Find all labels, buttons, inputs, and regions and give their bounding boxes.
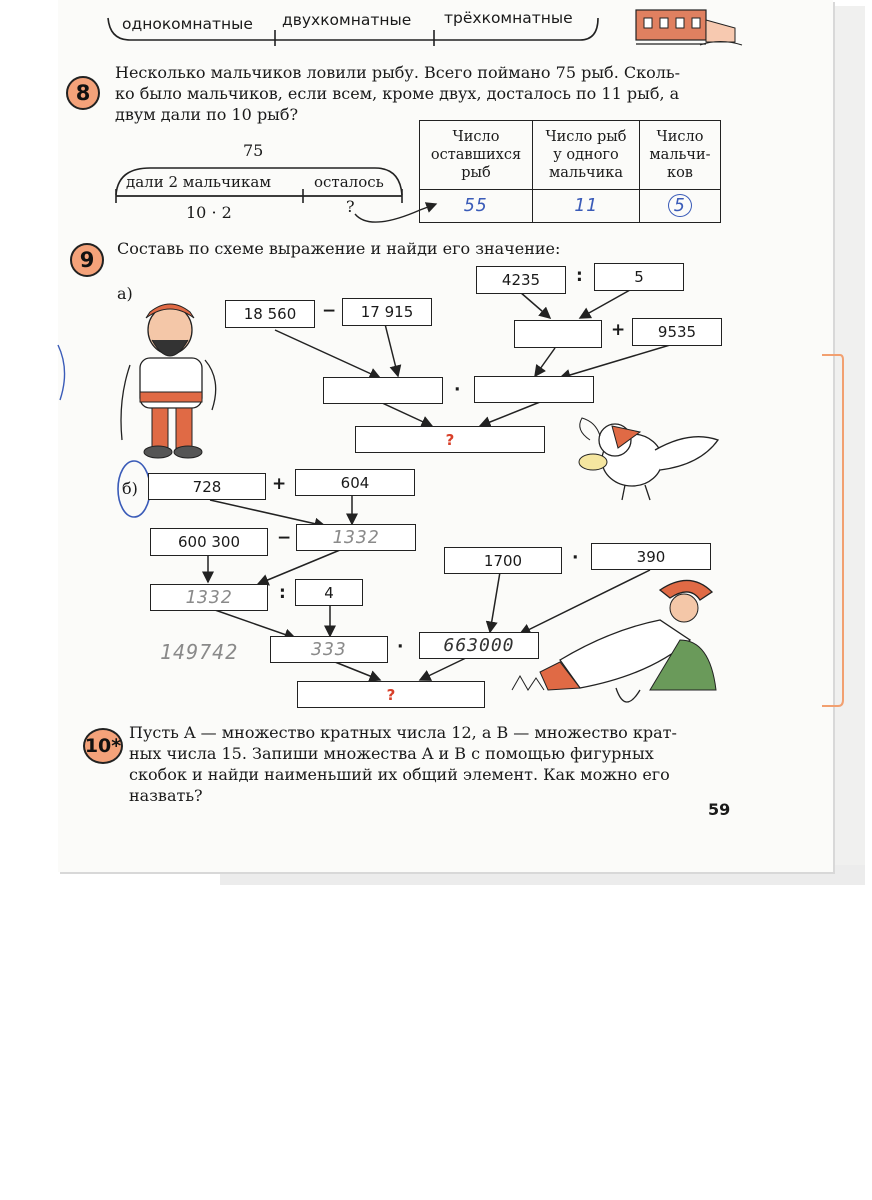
task-10-number: 10* [83, 728, 123, 764]
a-number-9535: 9535 [632, 318, 722, 346]
b-number-1700: 1700 [444, 547, 562, 574]
task-10-line: скобок и найди наименьший их общий элемент. Как можно его [129, 765, 670, 784]
a-empty-box-quotient [514, 320, 602, 348]
b-op-minus: − [277, 528, 292, 548]
task-8-line: двум дали по 10 рыб? [115, 105, 299, 124]
b-quotient-box [270, 636, 388, 663]
a-op-minus: − [322, 301, 337, 321]
header-line: у одного [553, 147, 619, 163]
a-empty-box-difference [323, 377, 443, 404]
b-op-divide: : [279, 583, 286, 603]
b-handwritten-sum: 1332 [332, 527, 380, 548]
header-line: рыб [461, 165, 491, 181]
b-op-plus: + [272, 474, 287, 494]
header-line: Число рыб [545, 129, 627, 145]
a-empty-box-sum [474, 376, 594, 403]
scheme-part2-value: ? [346, 197, 355, 216]
header-line: оставшихся [430, 147, 522, 163]
a-op-multiply: · [454, 380, 461, 400]
scheme-part1-value: 10 · 2 [186, 203, 232, 222]
b-handwritten-quotient: 333 [311, 639, 347, 660]
a-number-18560: 18 560 [225, 300, 315, 328]
fish-table-value-cell [640, 190, 721, 223]
a-result-qmark: ? [445, 430, 455, 449]
parrot-illustration [579, 418, 718, 500]
header-line: Число [452, 129, 500, 145]
handwritten-answer: 11 [574, 194, 598, 216]
fish-table-value-cell [420, 190, 533, 223]
task-8-line: ко было мальчиков, если всем, кроме двух, досталось по 11 рыб, а [115, 84, 680, 103]
header-line: мальчи- [649, 147, 711, 163]
pen-stroke-margin [58, 345, 65, 400]
scheme-part1-label: дали 2 мальчикам [126, 173, 271, 191]
part-a-label: а) [117, 284, 133, 303]
task-10-text [129, 722, 749, 806]
b-difference-box [150, 584, 268, 611]
house-illustration [636, 10, 742, 45]
b-number-4: 4 [295, 579, 363, 606]
b-number-390: 390 [591, 543, 711, 570]
task-10-line: назвать? [129, 786, 203, 805]
category-three-room: трёхкомнатные [444, 9, 573, 27]
header-line: мальчика [549, 165, 623, 181]
task-8-number: 8 [66, 76, 100, 110]
category-two-room: двухкомнатные [282, 11, 412, 29]
task-10-line: Пусть A — множество кратных числа 12, а B — множество крат- [129, 723, 677, 742]
b-result-box [297, 681, 485, 708]
header-line: Число [656, 129, 704, 145]
a-op-plus: + [611, 320, 626, 340]
a-number-4235: 4235 [476, 266, 566, 294]
a-op-divide: : [576, 266, 583, 286]
fish-table-header-cell [420, 121, 533, 190]
task-8-text [115, 62, 735, 125]
a-number-17915: 17 915 [342, 298, 432, 326]
handwritten-answer: 55 [464, 194, 488, 216]
b-handwritten-difference: 1332 [185, 587, 233, 608]
b-number-728: 728 [148, 473, 266, 500]
header-line: ков [667, 165, 693, 181]
fish-table-header-cell [640, 121, 721, 190]
page-number: 59 [708, 800, 731, 819]
scheme-part2-label: осталось [314, 173, 384, 191]
task-9-instruction: Составь по схеме выражение и найди его значение: [117, 239, 561, 258]
b-op-multiply-top: · [572, 548, 579, 568]
b-number-604: 604 [295, 469, 415, 496]
fish-table-header-cell [533, 121, 640, 190]
b-result-qmark: ? [386, 685, 396, 704]
fish-table [419, 120, 721, 223]
b-number-600300: 600 300 [150, 528, 268, 556]
b-handwritten-product: 663000 [443, 635, 515, 656]
b-op-multiply-bottom: · [397, 637, 404, 657]
b-margin-note: 149742 [160, 640, 239, 664]
adjacent-page-frame [822, 355, 843, 706]
b-product-box [419, 632, 539, 659]
fish-table-value-cell [533, 190, 640, 223]
pirate-illustration [121, 304, 216, 458]
task-8-line: Несколько мальчиков ловили рыбу. Всего поймано 75 рыб. Сколь- [115, 63, 681, 82]
handwritten-answer: 5 [668, 194, 692, 217]
cowboy-illustration [512, 580, 716, 702]
a-result-box [355, 426, 545, 453]
task-9-number: 9 [70, 243, 104, 277]
scheme-total: 75 [243, 141, 264, 160]
task-10-line: ных числа 15. Запиши множества A и B с помощью фигурных [129, 744, 654, 763]
part-b-label: б) [122, 479, 138, 498]
a-number-5: 5 [594, 263, 684, 291]
category-one-room: однокомнатные [122, 15, 253, 33]
b-sum-box [296, 524, 416, 551]
